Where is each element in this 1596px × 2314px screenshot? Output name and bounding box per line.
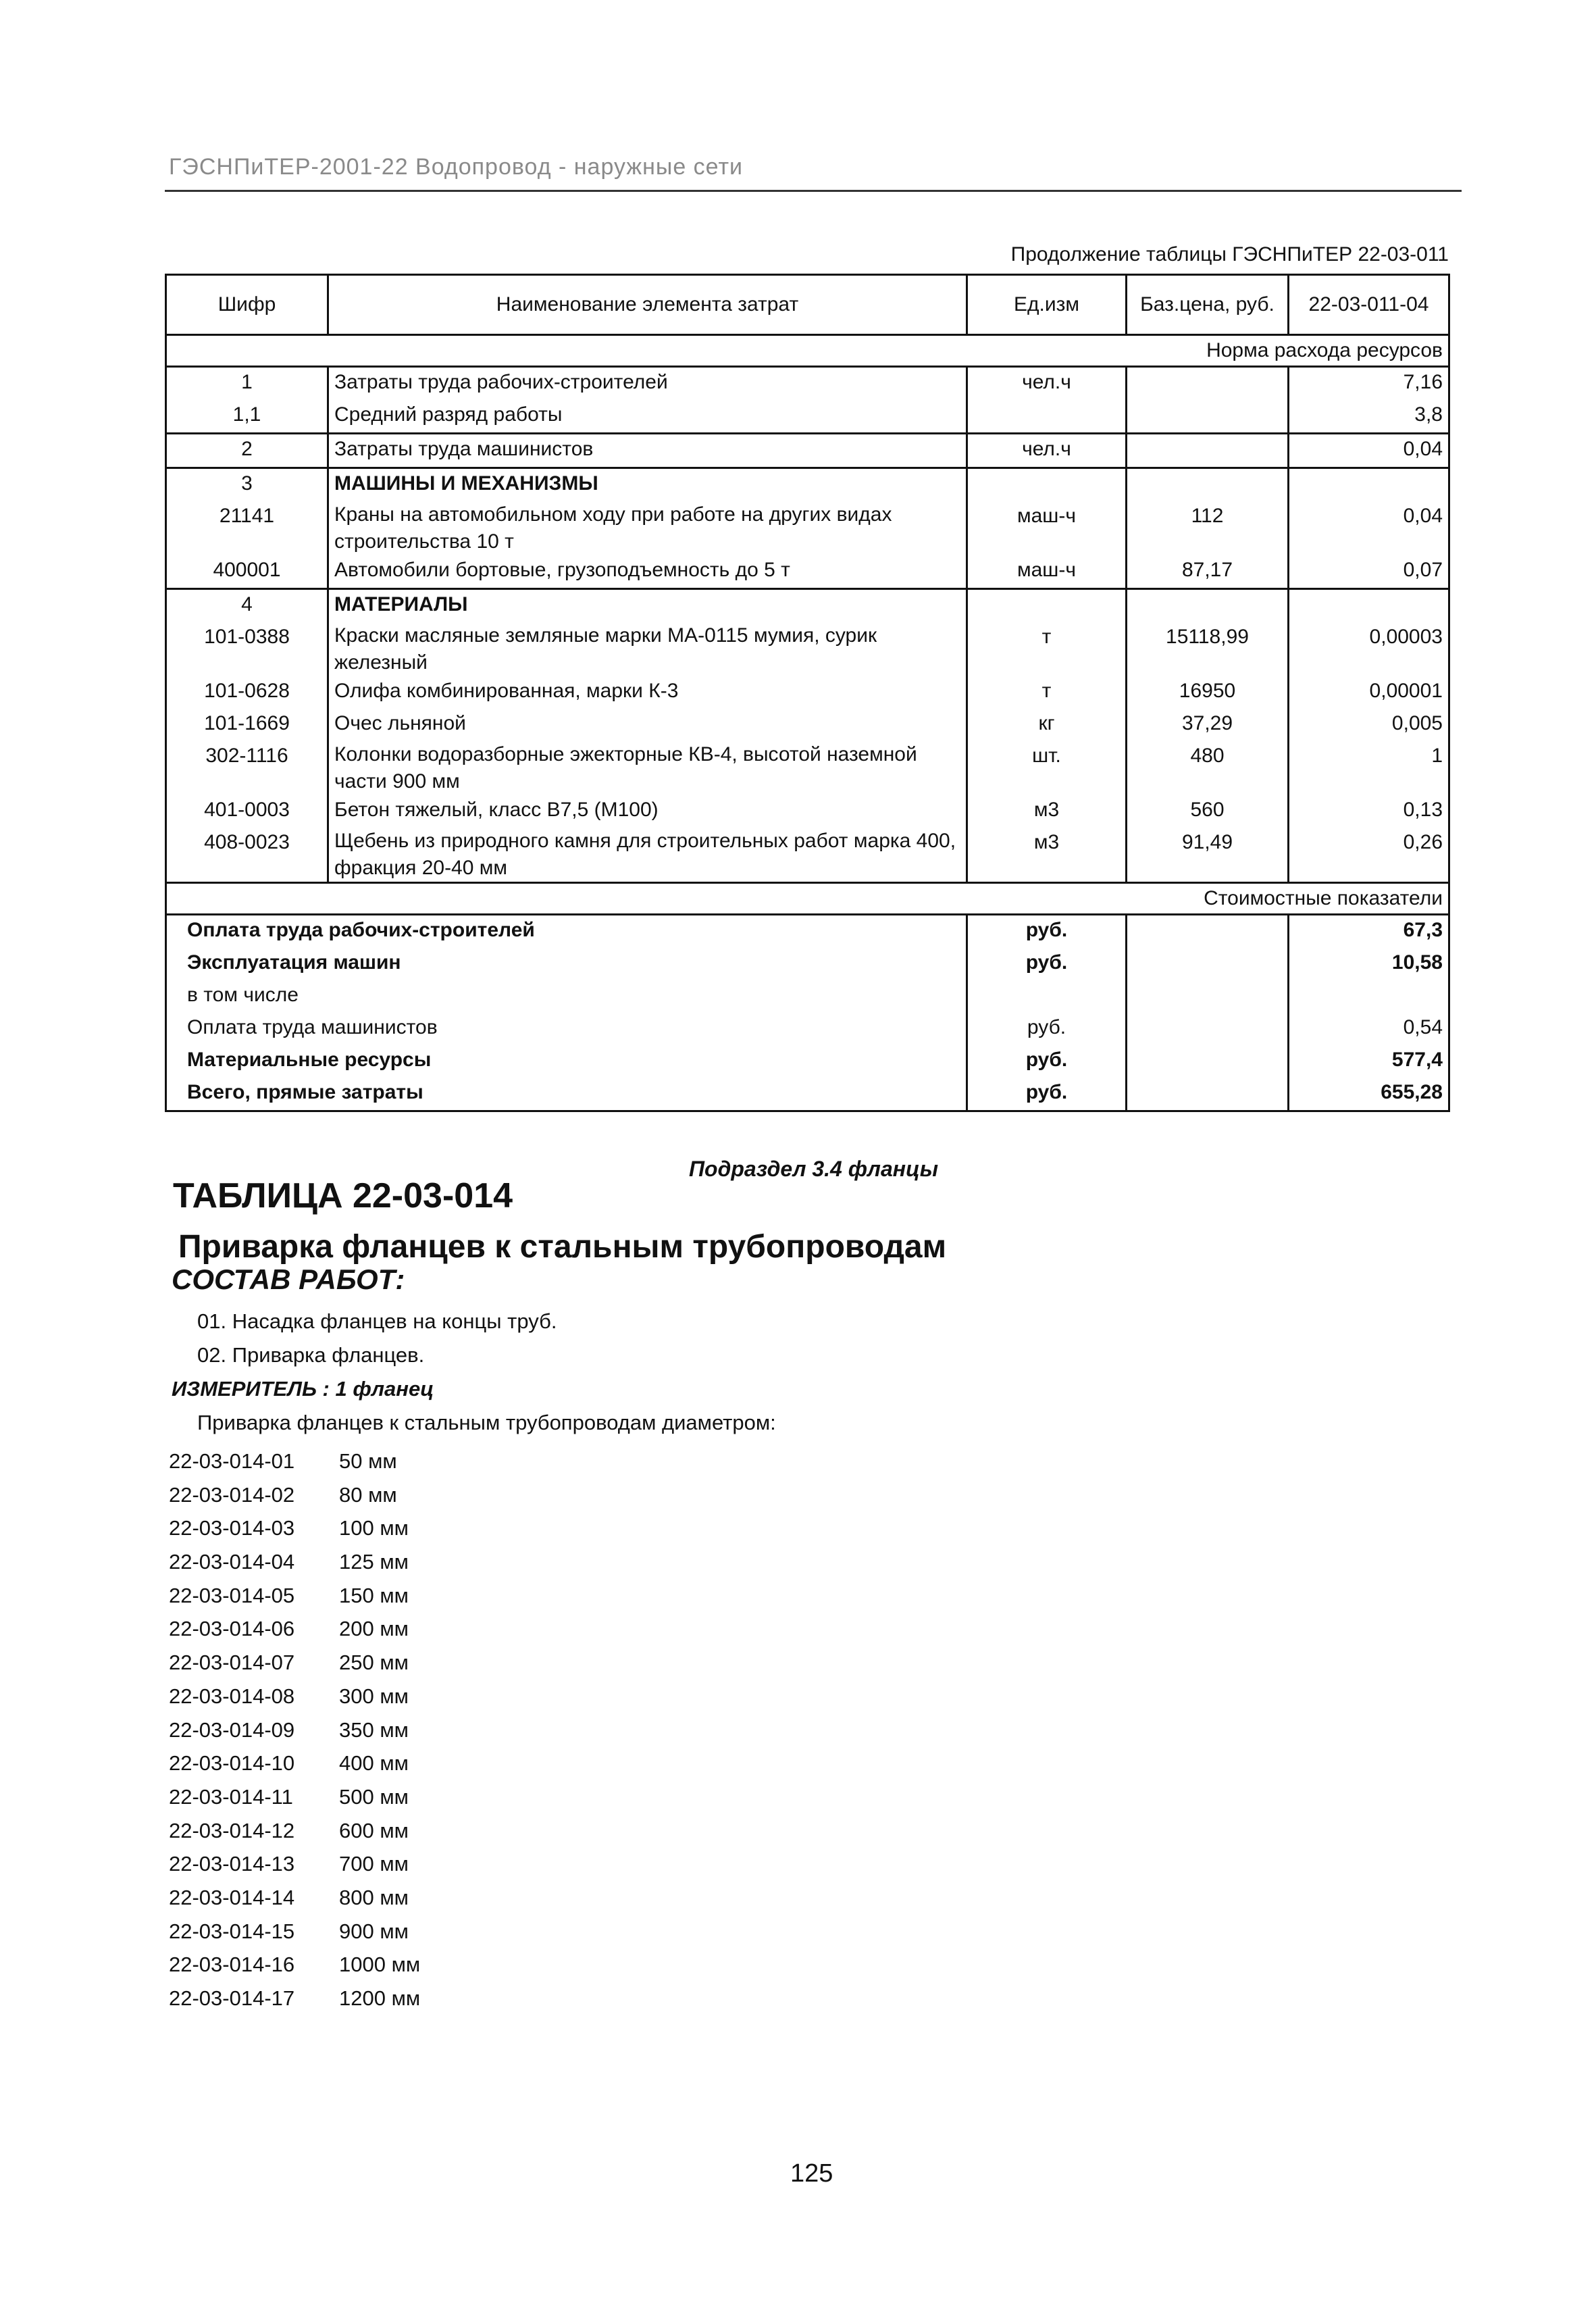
row-unit: т: [967, 622, 1127, 676]
row-unit: чел.ч: [967, 367, 1127, 401]
list-item: [169, 1478, 420, 1512]
row-name: Средний разряд работы: [328, 400, 967, 434]
list-item: [169, 1511, 420, 1545]
norm-band-row: [166, 335, 1449, 367]
row-name: Очес льняной: [328, 709, 967, 741]
table-row: [166, 709, 1449, 741]
list-item: [169, 1579, 420, 1613]
row-code: 401-0003: [166, 795, 328, 828]
measurement-unit: ИЗМЕРИТЕЛЬ : 1 фланец: [172, 1377, 434, 1401]
row-name: Автомобили бортовые, грузоподъемность до 5 т: [328, 555, 967, 589]
list-item: [169, 1881, 420, 1915]
row-price: 16950: [1127, 676, 1289, 709]
row-name: МАШИНЫ И МЕХАНИЗМЫ: [328, 468, 967, 502]
cost-band-row: [166, 883, 1449, 915]
summary-row: [166, 948, 1449, 980]
list-item: [169, 1948, 420, 1982]
row-price: 91,49: [1127, 828, 1289, 883]
summary-label: Материальные ресурсы: [166, 1045, 967, 1078]
work-step: 02. Приварка фланцев.: [197, 1343, 425, 1367]
row-unit: чел.ч: [967, 434, 1127, 468]
variant-code: 22-03-014-04: [169, 1550, 295, 1574]
variant-code: 22-03-014-06: [169, 1617, 295, 1641]
variant-code: 22-03-014-02: [169, 1482, 295, 1507]
summary-row: [166, 1045, 1449, 1078]
table-continuation-label: Продолжение таблицы ГЭСНПиТЕР 22-03-011: [1010, 243, 1449, 266]
summary-unit: руб.: [967, 1013, 1127, 1045]
table-row: [166, 468, 1449, 502]
row-code: 302-1116: [166, 741, 328, 795]
row-value: 0,07: [1289, 555, 1449, 589]
column-header-name: Наименование элемента затрат: [328, 275, 967, 335]
row-price: [1127, 468, 1289, 502]
table-title: ТАБЛИЦА 22-03-014: [173, 1176, 513, 1215]
row-unit: маш-ч: [967, 555, 1127, 589]
summary-value: 67,3: [1289, 915, 1449, 949]
table-header-row: [166, 275, 1449, 335]
summary-value: 0,54: [1289, 1013, 1449, 1045]
variant-size: 900 мм: [339, 1919, 409, 1943]
row-value: 0,04: [1289, 501, 1449, 555]
row-name: Затраты труда рабочих-строителей: [328, 367, 967, 401]
row-value: 0,005: [1289, 709, 1449, 741]
table-row: [166, 589, 1449, 623]
row-price: 37,29: [1127, 709, 1289, 741]
variant-size: 250 мм: [339, 1651, 409, 1675]
table-row: [166, 622, 1449, 676]
list-item: [169, 1847, 420, 1881]
subsection-heading: Подраздел 3.4 фланцы: [689, 1157, 939, 1181]
variant-size: 80 мм: [339, 1482, 397, 1507]
summary-value: 577,4: [1289, 1045, 1449, 1078]
row-value: 0,04: [1289, 434, 1449, 468]
row-unit: кг: [967, 709, 1127, 741]
row-code: 21141: [166, 501, 328, 555]
summary-label: Эксплуатация машин: [166, 948, 967, 980]
row-value: [1289, 589, 1449, 623]
table-row: [166, 400, 1449, 434]
variant-size: 400 мм: [339, 1751, 409, 1776]
row-unit: [967, 468, 1127, 502]
variant-size: 800 мм: [339, 1885, 409, 1909]
variants-intro: Приварка фланцев к стальным трубопроводам диаметром:: [197, 1411, 776, 1434]
row-code: 2: [166, 434, 328, 468]
header-rule: [165, 190, 1462, 192]
list-item: [169, 1780, 420, 1814]
row-value: [1289, 468, 1449, 502]
row-name: Затраты труда машинистов: [328, 434, 967, 468]
row-value: 0,13: [1289, 795, 1449, 828]
summary-unit: руб.: [967, 1045, 1127, 1078]
row-price: 480: [1127, 741, 1289, 795]
summary-unit: [967, 980, 1127, 1013]
variant-code: 22-03-014-08: [169, 1684, 295, 1708]
row-code: 1: [166, 367, 328, 401]
list-item: [169, 1444, 420, 1478]
summary-label: Оплата труда рабочих-строителей: [166, 915, 967, 949]
row-code: 408-0023: [166, 828, 328, 883]
list-item: [169, 1982, 420, 2015]
row-name: Краски масляные земляные марки МА-0115 мумия, сурик железный: [328, 622, 967, 676]
row-value: 1: [1289, 741, 1449, 795]
list-item: [169, 1646, 420, 1680]
work-title: Приварка фланцев к стальным трубопроводам: [178, 1229, 947, 1265]
variant-size: 350 мм: [339, 1717, 409, 1742]
variant-code: 22-03-014-10: [169, 1751, 295, 1776]
summary-value: 655,28: [1289, 1078, 1449, 1111]
row-unit: шт.: [967, 741, 1127, 795]
row-unit: маш-ч: [967, 501, 1127, 555]
list-item: [169, 1915, 420, 1948]
variant-code: 22-03-014-01: [169, 1449, 295, 1473]
page-number: 125: [790, 2159, 833, 2188]
summary-unit: руб.: [967, 1078, 1127, 1111]
table-row: [166, 676, 1449, 709]
summary-label: в том числе: [166, 980, 967, 1013]
summary-row: [166, 1013, 1449, 1045]
variant-code: 22-03-014-03: [169, 1516, 295, 1540]
variant-size: 700 мм: [339, 1852, 409, 1876]
row-name: Краны на автомобильном ходу при работе на других видах строительства 10 т: [328, 501, 967, 555]
row-value: 0,00003: [1289, 622, 1449, 676]
norm-band-label: Норма расхода ресурсов: [166, 335, 1449, 367]
variant-size: 100 мм: [339, 1516, 409, 1540]
work-composition-heading: СОСТАВ РАБОТ:: [172, 1263, 405, 1295]
row-unit: т: [967, 676, 1127, 709]
summary-row: [166, 915, 1449, 949]
row-unit: м3: [967, 795, 1127, 828]
row-unit: м3: [967, 828, 1127, 883]
row-code: 400001: [166, 555, 328, 589]
cost-band-label: Стоимостные показатели: [166, 883, 1449, 915]
summary-label: Всего, прямые затраты: [166, 1078, 967, 1111]
variant-code: 22-03-014-17: [169, 1986, 295, 2010]
variant-code: 22-03-014-09: [169, 1717, 295, 1742]
variant-list: [169, 1444, 420, 2015]
row-price: 15118,99: [1127, 622, 1289, 676]
row-code: 101-0628: [166, 676, 328, 709]
row-price: [1127, 367, 1289, 401]
row-code: 101-0388: [166, 622, 328, 676]
list-item: [169, 1814, 420, 1848]
row-code: 1,1: [166, 400, 328, 434]
list-item: [169, 1612, 420, 1646]
column-header-price: Баз.цена, руб.: [1127, 275, 1289, 335]
variant-code: 22-03-014-16: [169, 1953, 295, 1977]
variant-code: 22-03-014-13: [169, 1852, 295, 1876]
variant-size: 300 мм: [339, 1684, 409, 1708]
column-header-unit: Ед.изм: [967, 275, 1127, 335]
table-row: [166, 741, 1449, 795]
variant-size: 600 мм: [339, 1818, 409, 1842]
row-unit: [967, 589, 1127, 623]
variant-code: 22-03-014-12: [169, 1818, 295, 1842]
summary-label: Оплата труда машинистов: [166, 1013, 967, 1045]
summary-row: [166, 980, 1449, 1013]
row-name: Олифа комбинированная, марки К-3: [328, 676, 967, 709]
work-step: 01. Насадка фланцев на концы труб.: [197, 1309, 557, 1333]
row-name: Щебень из природного камня для строительных работ марка 400, фракция 20-40 мм: [328, 828, 967, 883]
row-code: 3: [166, 468, 328, 502]
summary-price: [1127, 948, 1289, 980]
row-name: Бетон тяжелый, класс В7,5 (М100): [328, 795, 967, 828]
list-item: [169, 1746, 420, 1780]
summary-price: [1127, 1013, 1289, 1045]
row-value: 3,8: [1289, 400, 1449, 434]
running-header: ГЭСНПиТЕР-2001-22 Водопровод - наружные сети: [169, 154, 744, 180]
row-code: 4: [166, 589, 328, 623]
variant-size: 50 мм: [339, 1449, 397, 1473]
table-row: [166, 795, 1449, 828]
column-header-code: Шифр: [166, 275, 328, 335]
table-row: [166, 555, 1449, 589]
variant-code: 22-03-014-07: [169, 1651, 295, 1675]
row-value: 7,16: [1289, 367, 1449, 401]
row-name: Колонки водоразборные эжекторные КВ-4, высотой наземной части 900 мм: [328, 741, 967, 795]
row-code: 101-1669: [166, 709, 328, 741]
table-row: [166, 367, 1449, 401]
summary-price: [1127, 980, 1289, 1013]
table-row: [166, 501, 1449, 555]
row-value: 0,26: [1289, 828, 1449, 883]
variant-code: 22-03-014-05: [169, 1583, 295, 1607]
resource-cost-table: [165, 274, 1450, 1112]
summary-price: [1127, 1078, 1289, 1111]
row-price: [1127, 400, 1289, 434]
row-price: 87,17: [1127, 555, 1289, 589]
variant-size: 150 мм: [339, 1583, 409, 1607]
summary-unit: руб.: [967, 948, 1127, 980]
row-price: [1127, 434, 1289, 468]
summary-value: [1289, 980, 1449, 1013]
summary-price: [1127, 915, 1289, 949]
row-price: 560: [1127, 795, 1289, 828]
column-header-norm: 22-03-011-04: [1289, 275, 1449, 335]
table-row: [166, 828, 1449, 883]
row-price: [1127, 589, 1289, 623]
list-item: [169, 1545, 420, 1579]
variant-size: 500 мм: [339, 1784, 409, 1809]
variant-size: 200 мм: [339, 1617, 409, 1641]
row-value: 0,00001: [1289, 676, 1449, 709]
variant-size: 1000 мм: [339, 1953, 421, 1977]
list-item: [169, 1680, 420, 1713]
variant-code: 22-03-014-15: [169, 1919, 295, 1943]
summary-value: 10,58: [1289, 948, 1449, 980]
row-unit: [967, 400, 1127, 434]
list-item: [169, 1713, 420, 1747]
row-price: 112: [1127, 501, 1289, 555]
summary-price: [1127, 1045, 1289, 1078]
variant-size: 125 мм: [339, 1550, 409, 1574]
variant-code: 22-03-014-14: [169, 1885, 295, 1909]
variant-code: 22-03-014-11: [169, 1784, 293, 1809]
summary-row: [166, 1078, 1449, 1111]
variant-size: 1200 мм: [339, 1986, 421, 2010]
row-name: МАТЕРИАЛЫ: [328, 589, 967, 623]
table-row: [166, 434, 1449, 468]
summary-unit: руб.: [967, 915, 1127, 949]
